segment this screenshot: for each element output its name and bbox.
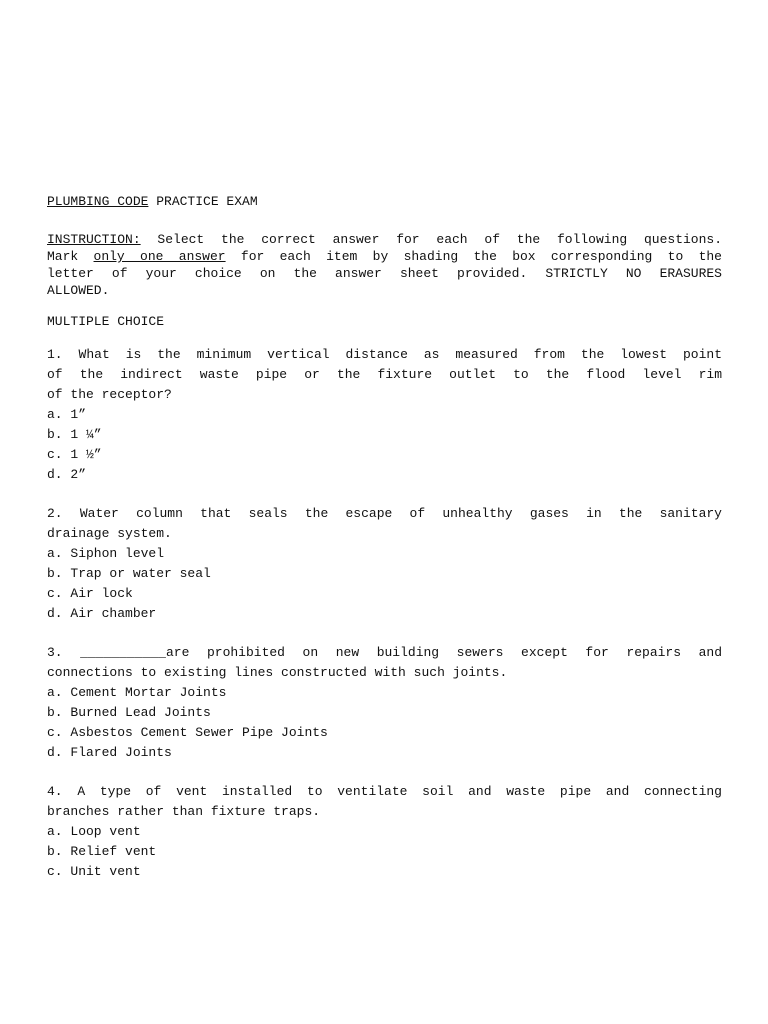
answer-option: b. Relief vent (47, 844, 157, 859)
instruction-line-1: INSTRUCTION: Select the correct answer for each of the following questions. (47, 232, 722, 247)
answer-option: b. Burned Lead Joints (47, 705, 211, 720)
answer-option: d. Air chamber (47, 606, 157, 621)
answer-option: c. Unit vent (47, 864, 141, 879)
answer-option: b. 1 ¼” (47, 427, 102, 442)
question-2 (47, 504, 722, 624)
answer-option: a. Siphon level (47, 546, 165, 561)
question-text-line: of the indirect waste pipe or the fixture outlet to the flood level rim (47, 367, 722, 382)
question-3 (47, 643, 722, 763)
answer-option: b. Trap or water seal (47, 566, 211, 581)
question-text-line: drainage system. (47, 526, 172, 541)
answer-option: a. Loop vent (47, 824, 141, 839)
instruction-block (47, 231, 722, 299)
exam-title (47, 193, 722, 210)
question-text-line: connections to existing lines constructed with such joints. (47, 665, 508, 680)
answer-option: c. Air lock (47, 586, 133, 601)
question-text-line: 3. ___________are prohibited on new building sewers except for repairs and (47, 645, 722, 660)
answer-option: c. 1 ½” (47, 447, 102, 462)
section-heading: MULTIPLE CHOICE (47, 314, 165, 329)
answer-option: c. Asbestos Cement Sewer Pipe Joints (47, 725, 328, 740)
question-text-line: 4. A type of vent installed to ventilate soil and waste pipe and connecting (47, 784, 722, 799)
instruction-line-3: letter of your choice on the answer sheet provided. STRICTLY NO ERASURES (47, 266, 722, 281)
title-rest: PRACTICE EXAM (148, 194, 258, 209)
title-underlined: PLUMBING CODE (47, 194, 149, 209)
instruction-line-2: Mark only one answer for each item by shading the box corresponding to the (47, 249, 722, 264)
instruction-label: INSTRUCTION: (47, 232, 141, 247)
instruction-emphasis: only one answer (93, 249, 226, 264)
question-text-line: of the receptor? (47, 387, 172, 402)
answer-option: a. 1” (47, 407, 87, 422)
question-1 (47, 345, 722, 485)
instruction-line-4: ALLOWED. (47, 283, 110, 298)
question-4 (47, 782, 722, 882)
answer-option: a. Cement Mortar Joints (47, 685, 227, 700)
question-text-line: 2. Water column that seals the escape of unhealthy gases in the sanitary (47, 506, 722, 521)
exam-page (47, 193, 722, 901)
question-text-line: 1. What is the minimum vertical distance as measured from the lowest point (47, 347, 722, 362)
question-text-line: branches rather than fixture traps. (47, 804, 321, 819)
answer-option: d. Flared Joints (47, 745, 172, 760)
answer-option: d. 2” (47, 467, 87, 482)
